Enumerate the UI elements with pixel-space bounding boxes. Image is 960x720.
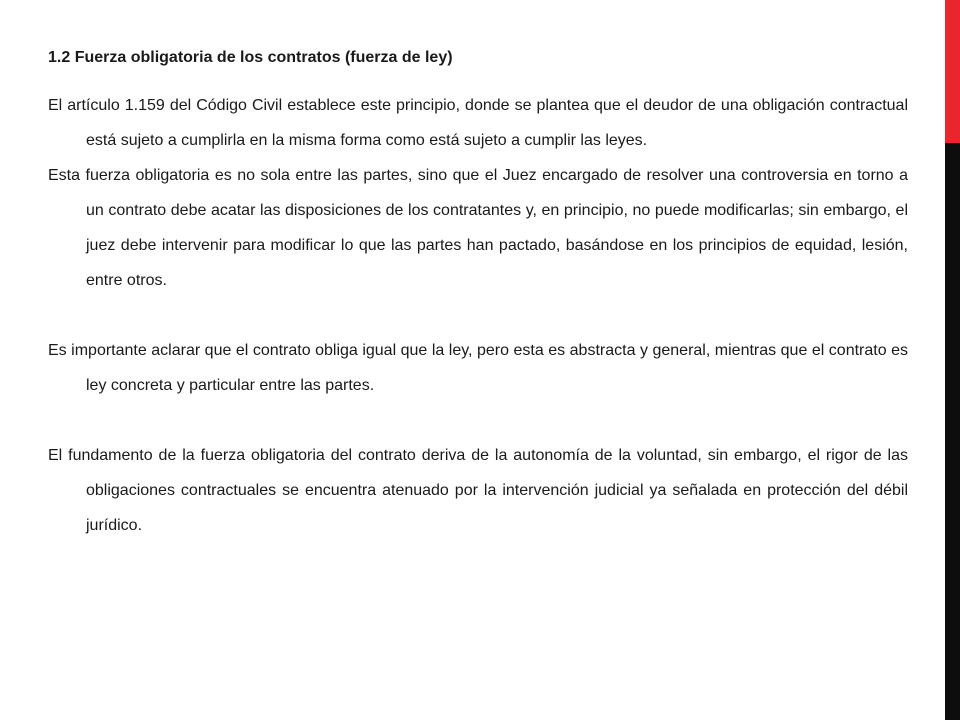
paragraph-foundation: El fundamento de la fuerza obligatoria del contrato deriva de la autonomía de la voluntad, sin embargo, el rigor de las obligaciones contractuales se encuentra atenuado por la intervención judicial ya señalada en protección del débil jurídico. [48, 447, 908, 534]
slide-title: 1.2 Fuerza obligatoria de los contratos (fuerza de ley) [48, 49, 453, 66]
paragraph-contract-vs-law: Es importante aclarar que el contrato obliga igual que la ley, pero esta es abstracta y general, mientras que el contrato es ley concreta y particular entre las partes. [48, 342, 908, 394]
paragraph-spacer [48, 403, 908, 438]
slide-content [48, 46, 908, 543]
paragraph-spacer [48, 298, 908, 333]
accent-bar-black [945, 143, 960, 720]
accent-bar-red [945, 0, 960, 143]
paragraph-article-1159: El artículo 1.159 del Código Civil establece este principio, donde se plantea que el deudor de una obligación contractual está sujeto a cumplirla en la misma forma como está sujeto a cumplir las leyes. [48, 97, 908, 149]
paragraph-judge-role: Esta fuerza obligatoria es no sola entre las partes, sino que el Juez encargado de resolver una controversia en torno a un contrato debe acatar las disposiciones de los contratantes y, en principio, no puede modificarlas; sin embargo, el juez debe intervenir para modificar lo que las partes han pactado, basándose en los principios de equidad, lesión, entre otros. [48, 167, 908, 289]
